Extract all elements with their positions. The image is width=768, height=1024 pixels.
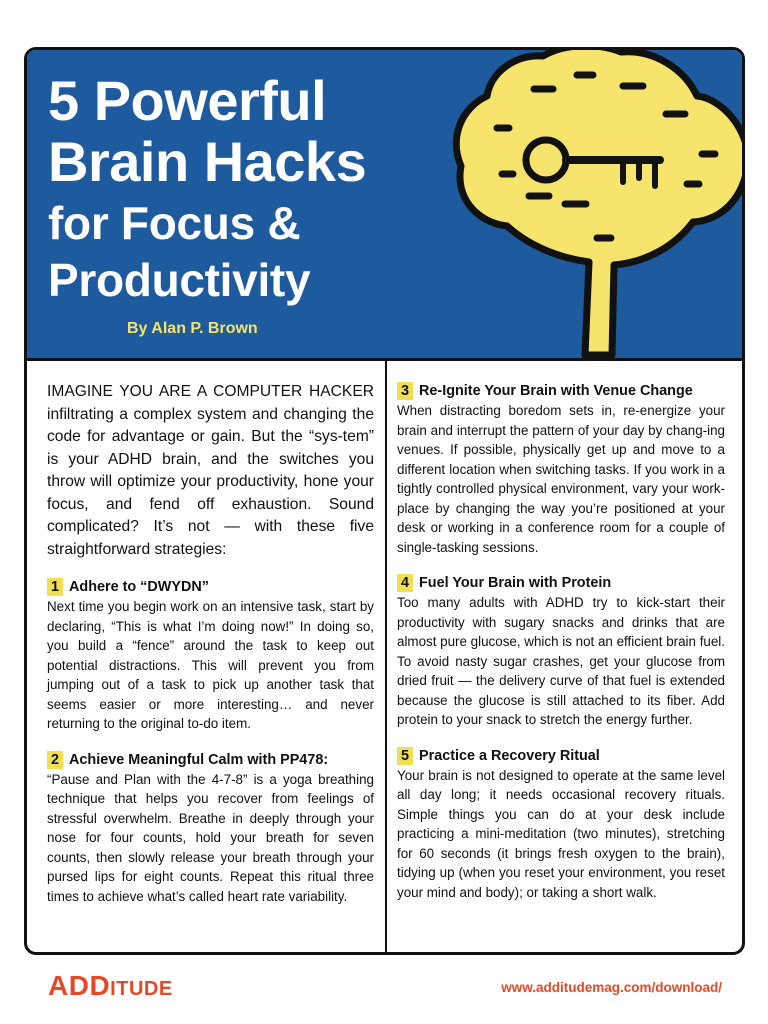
hack-body-1: Next time you begin work on an intensive task, start by declaring, “This is what I’m doing now!” In doing so, you build a “fence” around the task to keep out potential distractions. This will prevent you from jumping out of a task to pick up another task that seems easier or more interesting… and never returning to the original to-do item. — [47, 599, 374, 731]
title-line-1: 5 Powerful — [48, 69, 327, 132]
hack-body-4: Too many adults with ADHD try to kick-start their productivity with sugary snacks and drinks that are almost pure glucose, which is not an efficient brain fuel. To avoid nasty sugar crashes, get your glucose from dried fruit — the delivery curve of that fuel is extended because the glucose is still attached to its fiber. Add protein to your snack to stretch the energy further. — [397, 595, 726, 727]
hack-section-2 — [47, 750, 374, 907]
title-line-3: for Focus & — [48, 197, 301, 249]
number-badge-1: 1 — [47, 578, 63, 596]
title-line-4: Productivity — [48, 254, 311, 306]
number-badge-2: 2 — [47, 751, 63, 769]
hack-title-1: Adhere to “DWYDN” — [69, 579, 209, 595]
hack-section-4 — [397, 573, 725, 730]
page-title — [48, 70, 366, 192]
hack-section-5 — [397, 746, 725, 903]
hack-heading-5 — [397, 746, 725, 766]
author-byline: By Alan P. Brown — [127, 320, 258, 337]
left-column — [47, 381, 374, 906]
intro-lead: IMAGINE YOU ARE A COMPUTER HACKER — [47, 383, 374, 400]
page-subtitle — [48, 195, 310, 309]
hack-section-3 — [397, 381, 725, 557]
hack-body-5: Your brain is not designed to operate at the same level all day long; it needs occasional recovery rituals. Simple things you can do at your desk include practicing a mini-meditation (two minutes), stretching for 60 seconds (it brings fresh oxygen to the brain), tidying up (when you reset your environment, you reset your mind and body); or taking a short walk. — [397, 767, 725, 900]
hack-title-4: Fuel Your Brain with Protein — [419, 575, 612, 591]
infographic-card — [24, 47, 745, 955]
number-badge-5: 5 — [397, 747, 413, 765]
intro-body: infiltrating a complex system and changing the code for advantage or gain. But the “sys-tem” is your ADHD brain, and the switches you throw will optimize your productivity, hone your focus, and fend off exhaustion. Sound complicated? It’s not — with these five straightforward strategies: — [47, 405, 374, 558]
hack-title-3: Re-Ignite Your Brain with Venue Change — [419, 383, 693, 399]
number-badge-4: 4 — [397, 574, 413, 592]
right-column — [397, 381, 725, 902]
brain-key-icon — [447, 50, 742, 358]
logo-text-add: ADD — [48, 970, 111, 1001]
column-divider — [385, 361, 387, 952]
hack-heading-3 — [397, 381, 725, 401]
hack-body-3: When distracting boredom sets in, re-energize your brain and interrupt the pattern of your day by chang-ing venues. If possible, physically get up and move to a different location when switching tasks. If you work in a tightly controlled physical environment, vary your work-place by changing the way you’re positioned at your desk or working in a conference room for a couple of single-tasking sessions. — [397, 403, 725, 555]
download-url-link[interactable]: www.additudemag.com/download/ — [501, 980, 722, 995]
hack-body-2: “Pause and Plan with the 4-7-8” is a yoga breathing technique that helps you recover from feelings of stressful overwhelm. Breathe in deeply through your nose for four counts, hold your breath for seven counts, then slowly release your breath through your pursed lips for eight counts. Repeat this ritual three times to achieve what’s called heart rate variability. — [47, 771, 374, 904]
intro-paragraph — [47, 381, 374, 561]
hack-heading-1 — [47, 577, 374, 597]
additude-logo[interactable] — [48, 970, 173, 1002]
hack-title-5: Practice a Recovery Ritual — [419, 747, 600, 764]
hack-heading-2 — [47, 750, 374, 770]
hack-title-2: Achieve Meaningful Calm with PP478: — [69, 751, 329, 768]
header-banner — [27, 50, 742, 361]
number-badge-3: 3 — [397, 382, 413, 400]
logo-text-itude: ITUDE — [110, 978, 173, 1000]
hack-heading-4 — [397, 573, 725, 593]
title-line-2: Brain Hacks — [48, 130, 367, 193]
hack-section-1 — [47, 577, 374, 734]
